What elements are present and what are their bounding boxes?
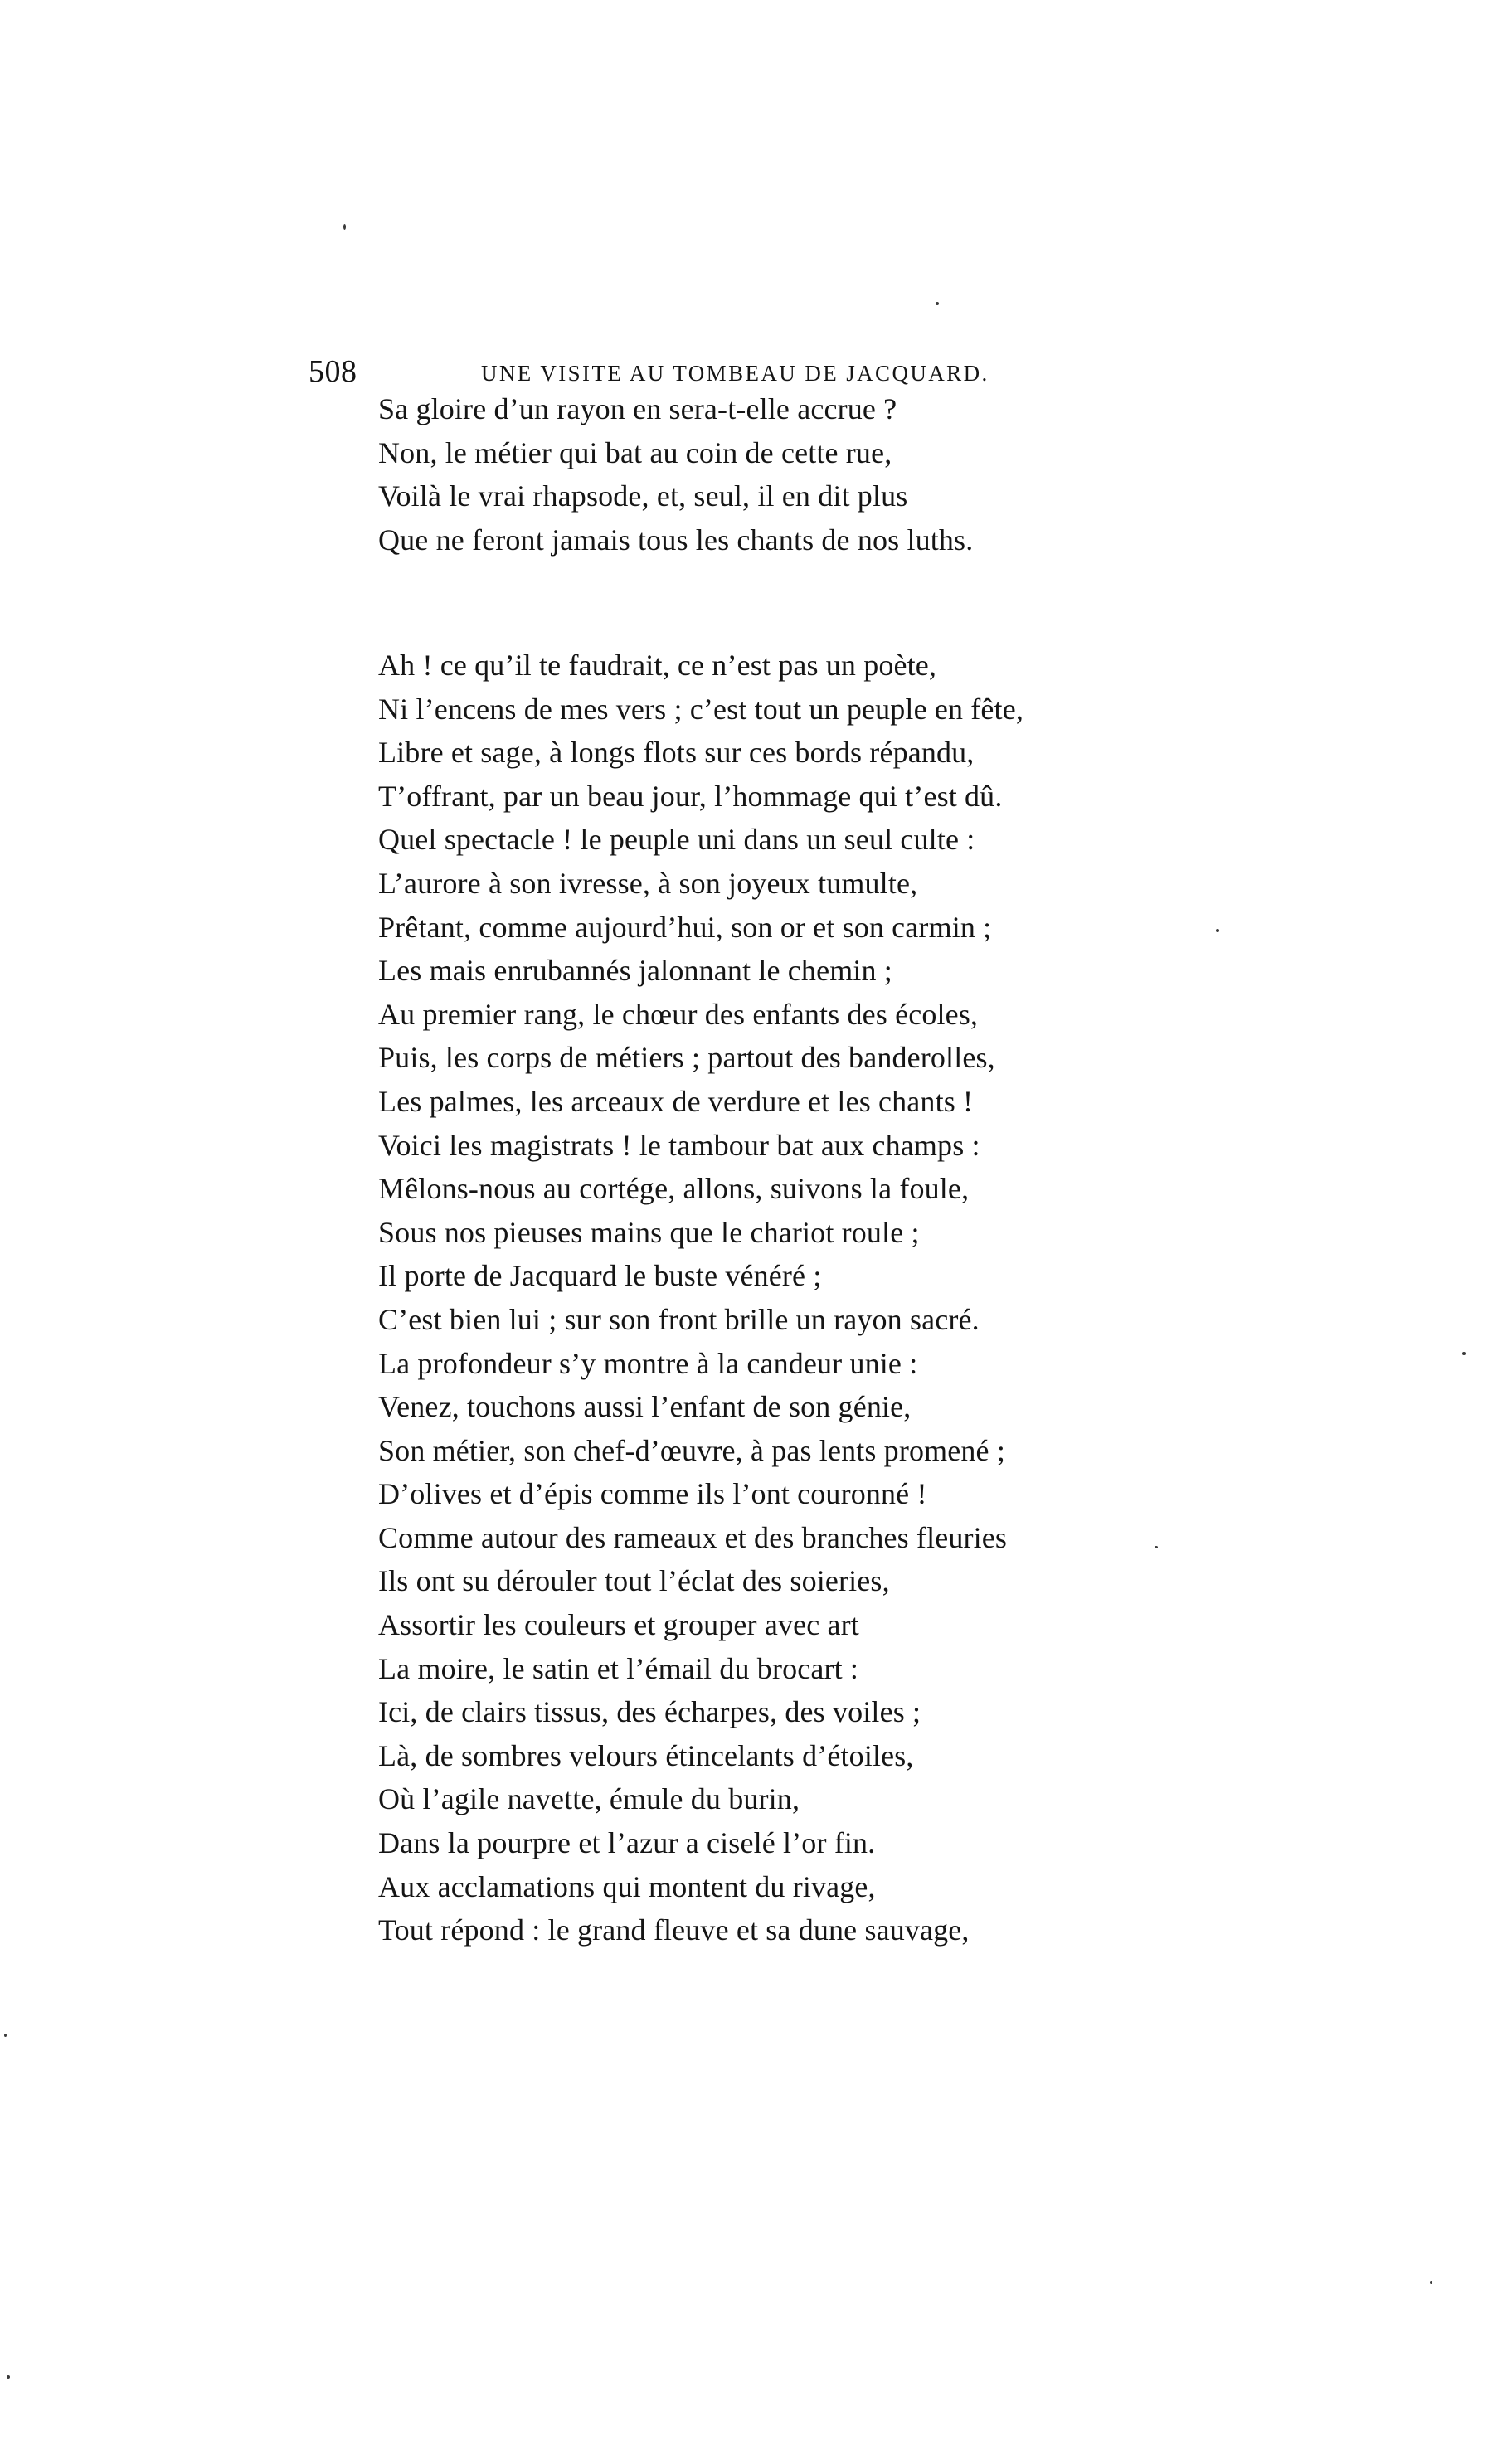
verse-line: Assortir les couleurs et grouper avec art bbox=[378, 1608, 859, 1642]
verse-line: Ils ont su dérouler tout l’éclat des soieries, bbox=[378, 1564, 890, 1598]
verse-line: Ni l’encens de mes vers ; c’est tout un peuple en fête, bbox=[378, 692, 1023, 726]
verse-line: La profondeur s’y montre à la candeur unie : bbox=[378, 1346, 918, 1380]
verse-line: Dans la pourpre et l’azur a ciselé l’or fin. bbox=[378, 1826, 876, 1860]
verse-line: Les palmes, les arceaux de verdure et les chants ! bbox=[378, 1084, 974, 1118]
verse-line: Tout répond : le grand fleuve et sa dune sauvage, bbox=[378, 1913, 970, 1947]
paper-speck bbox=[7, 2375, 10, 2379]
verse-line: Venez, touchons aussi l’enfant de son génie, bbox=[378, 1390, 912, 1424]
running-title: UNE VISITE AU TOMBEAU DE JACQUARD. bbox=[481, 361, 989, 386]
stanza-1 bbox=[378, 387, 973, 561]
paper-speck bbox=[1155, 1546, 1158, 1548]
verse-line: Libre et sage, à longs flots sur ces bords répandu, bbox=[378, 736, 975, 770]
verse-line: Au premier rang, le chœur des enfants des écoles, bbox=[378, 997, 979, 1031]
verse-line: Aux acclamations qui montent du rivage, bbox=[378, 1869, 876, 1903]
verse-line: D’olives et d’épis comme ils l’ont couronné ! bbox=[378, 1477, 927, 1511]
verse-line: Où l’agile navette, émule du burin, bbox=[378, 1782, 800, 1816]
paper-speck bbox=[1462, 1352, 1466, 1355]
paper-speck bbox=[343, 224, 346, 230]
verse-line: C’est bien lui ; sur son front brille un rayon sacré. bbox=[378, 1302, 980, 1336]
verse-line: Voici les magistrats ! le tambour bat aux champs : bbox=[378, 1128, 980, 1162]
verse-line: Les mais enrubannés jalonnant le chemin ; bbox=[378, 954, 892, 988]
verse-line: Voilà le vrai rhapsode, et, seul, il en dit plus bbox=[378, 479, 908, 513]
verse-line: Non, le métier qui bat au coin de cette rue, bbox=[378, 435, 892, 469]
paper-speck bbox=[4, 2034, 7, 2037]
verse-line: Là, de sombres velours étincelants d’étoiles, bbox=[378, 1738, 914, 1772]
page-number: 508 bbox=[309, 354, 357, 389]
verse-line: Comme autour des rameaux et des branches fleuries bbox=[378, 1520, 1008, 1554]
verse-line: Son métier, son chef-d’œuvre, à pas lents promené ; bbox=[378, 1433, 1005, 1467]
paper-speck bbox=[1430, 2281, 1432, 2284]
verse-line: T’offrant, par un beau jour, l’hommage qui t’est dû. bbox=[378, 779, 1003, 813]
verse-line: Puis, les corps de métiers ; partout des banderolles, bbox=[378, 1041, 995, 1075]
verse-line: Ah ! ce qu’il te faudrait, ce n’est pas un poète, bbox=[378, 649, 937, 682]
stanza-2 bbox=[378, 644, 1023, 1952]
verse-line: Il porte de Jacquard le buste vénéré ; bbox=[378, 1259, 822, 1293]
paper-speck bbox=[1216, 929, 1219, 932]
verse-line: Sous nos pieuses mains que le chariot roule ; bbox=[378, 1215, 920, 1249]
verse-line: Sa gloire d’un rayon en sera-t-elle accrue ? bbox=[378, 392, 897, 425]
verse-line: Que ne feront jamais tous les chants de nos luths. bbox=[378, 523, 974, 557]
verse-line: La moire, le satin et l’émail du brocart : bbox=[378, 1651, 859, 1685]
verse-line: Prêtant, comme aujourd’hui, son or et son carmin ; bbox=[378, 910, 992, 944]
paper-speck bbox=[936, 302, 939, 305]
verse-line: Quel spectacle ! le peuple uni dans un seul culte : bbox=[378, 823, 975, 857]
verse-line: L’aurore à son ivresse, à son joyeux tumulte, bbox=[378, 866, 918, 900]
verse-line: Ici, de clairs tissus, des écharpes, des voiles ; bbox=[378, 1695, 921, 1729]
verse-line: Mêlons-nous au cortége, allons, suivons la foule, bbox=[378, 1172, 970, 1206]
